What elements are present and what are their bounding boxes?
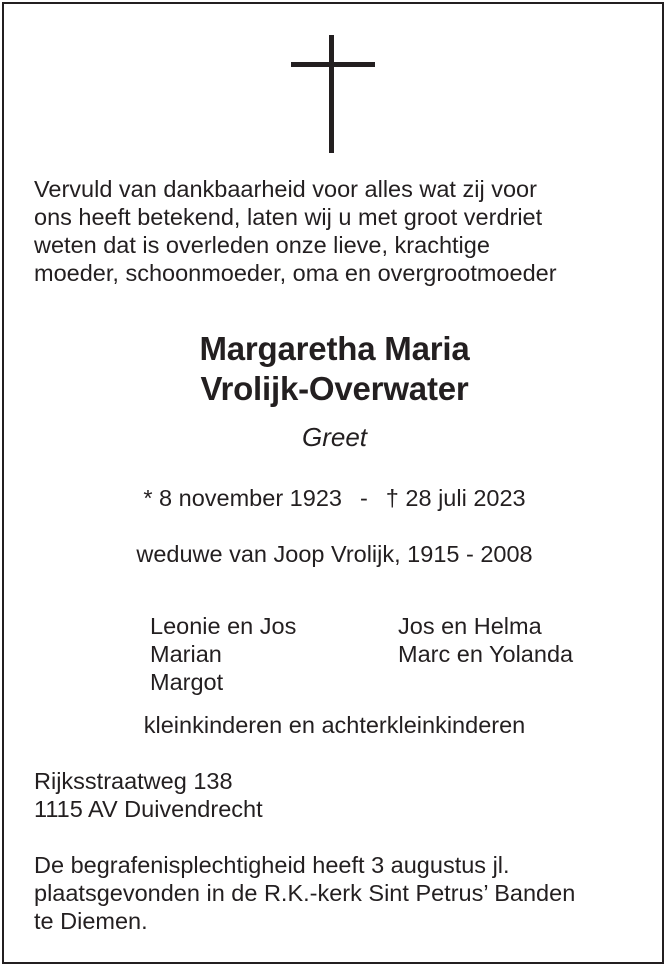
child-name: Marc en Yolanda: [398, 641, 574, 667]
grandchildren-line: kleinkinderen en achterkleinkinderen: [143, 712, 526, 738]
child-name: Jos en Helma: [398, 613, 542, 639]
address-street: Rijksstraatweg 138: [34, 768, 233, 794]
funeral-notice: [34, 851, 575, 935]
intro-line: ons heeft betekend, laten wij u met groot verdriet: [34, 204, 543, 230]
deceased-name-last: Vrolijk-Overwater: [200, 370, 469, 407]
address-city: 1115 AV Duivendrecht: [34, 796, 263, 822]
funeral-line: plaatsgevonden in de R.K.-kerk Sint Petrus’ Banden: [34, 880, 576, 906]
birth-date: * 8 november 1923: [143, 485, 342, 511]
funeral-line: De begrafenisplechtigheid heeft 3 augustus jl.: [34, 852, 510, 878]
death-date: † 28 juli 2023: [385, 485, 526, 511]
funeral-line: te Diemen.: [34, 908, 148, 934]
intro-text: [34, 175, 557, 287]
child-name: Margot: [150, 669, 224, 695]
date-separator: -: [359, 485, 368, 511]
spouse-line: weduwe van Joop Vrolijk, 1915 - 2008: [136, 541, 533, 567]
intro-line: Vervuld van dankbaarheid voor alles wat zij voor: [34, 176, 537, 202]
child-name: Marian: [150, 641, 222, 667]
intro-line: moeder, schoonmoeder, oma en overgrootmoeder: [34, 260, 557, 286]
deceased-nickname: Greet: [301, 422, 368, 452]
child-name: Leonie en Jos: [150, 613, 297, 639]
intro-line: weten dat is overleden onze lieve, krachtige: [34, 232, 490, 258]
deceased-name-first: Margaretha Maria: [199, 330, 470, 367]
life-dates: [0, 484, 669, 512]
address-block: [34, 767, 263, 823]
children-left-column: [150, 612, 296, 696]
cross-icon: [291, 35, 375, 153]
children-right-column: [398, 612, 573, 668]
